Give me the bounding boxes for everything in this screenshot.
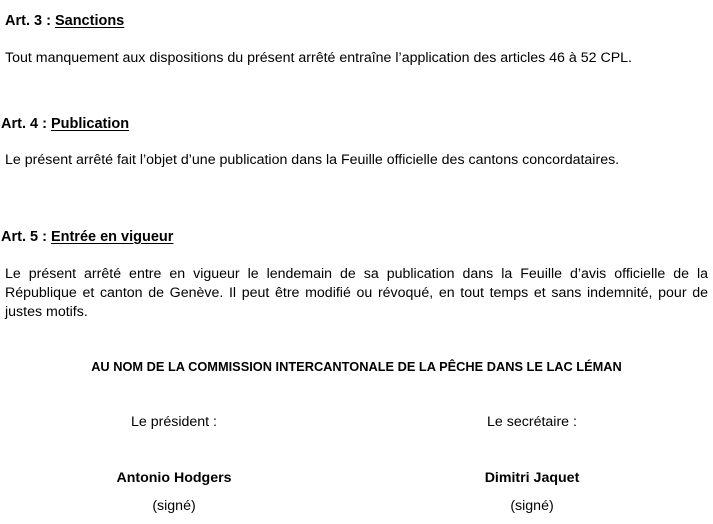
article-5-label: Art. 5 : bbox=[1, 229, 47, 245]
article-4-text: Le présent arrêté fait l’objet d’une publication dans la Feuille officielle des cantons concordataires. bbox=[5, 152, 620, 168]
president-name: Antonio Hodgers bbox=[116, 470, 232, 486]
president-role: Le président : bbox=[131, 414, 217, 430]
secretary-signed-note: (signé) bbox=[510, 498, 554, 514]
article-4-title: Publication bbox=[50, 116, 130, 132]
article-5-title: Entrée en vigueur bbox=[50, 229, 174, 245]
article-3-title: Sanctions bbox=[54, 13, 125, 29]
article-3-heading bbox=[5, 13, 124, 29]
secretary-name: Dimitri Jaquet bbox=[484, 470, 580, 486]
article-4-heading bbox=[1, 116, 129, 132]
article-5-heading bbox=[1, 229, 173, 245]
article-5-text: Le présent arrêté entre en vigueur le lendemain de sa publication dans la Feuille d’avis officielle de la République et canton de Genève. Il peut être modifié ou révoqué, en tout temps et sans indemnité, pour de justes motifs. bbox=[5, 266, 708, 320]
president-signed-note: (signé) bbox=[152, 498, 196, 514]
commission-title: AU NOM DE LA COMMISSION INTERCANTONALE DE LA PÊCHE DANS LE LAC LÉMAN bbox=[91, 359, 622, 374]
secretary-role: Le secrétaire : bbox=[487, 414, 577, 430]
article-4-label: Art. 4 : bbox=[1, 116, 47, 132]
article-3-text: Tout manquement aux dispositions du présent arrêté entraîne l’application des articles 46 à 52 CPL. bbox=[5, 50, 632, 66]
article-3-label: Art. 3 : bbox=[5, 13, 51, 29]
